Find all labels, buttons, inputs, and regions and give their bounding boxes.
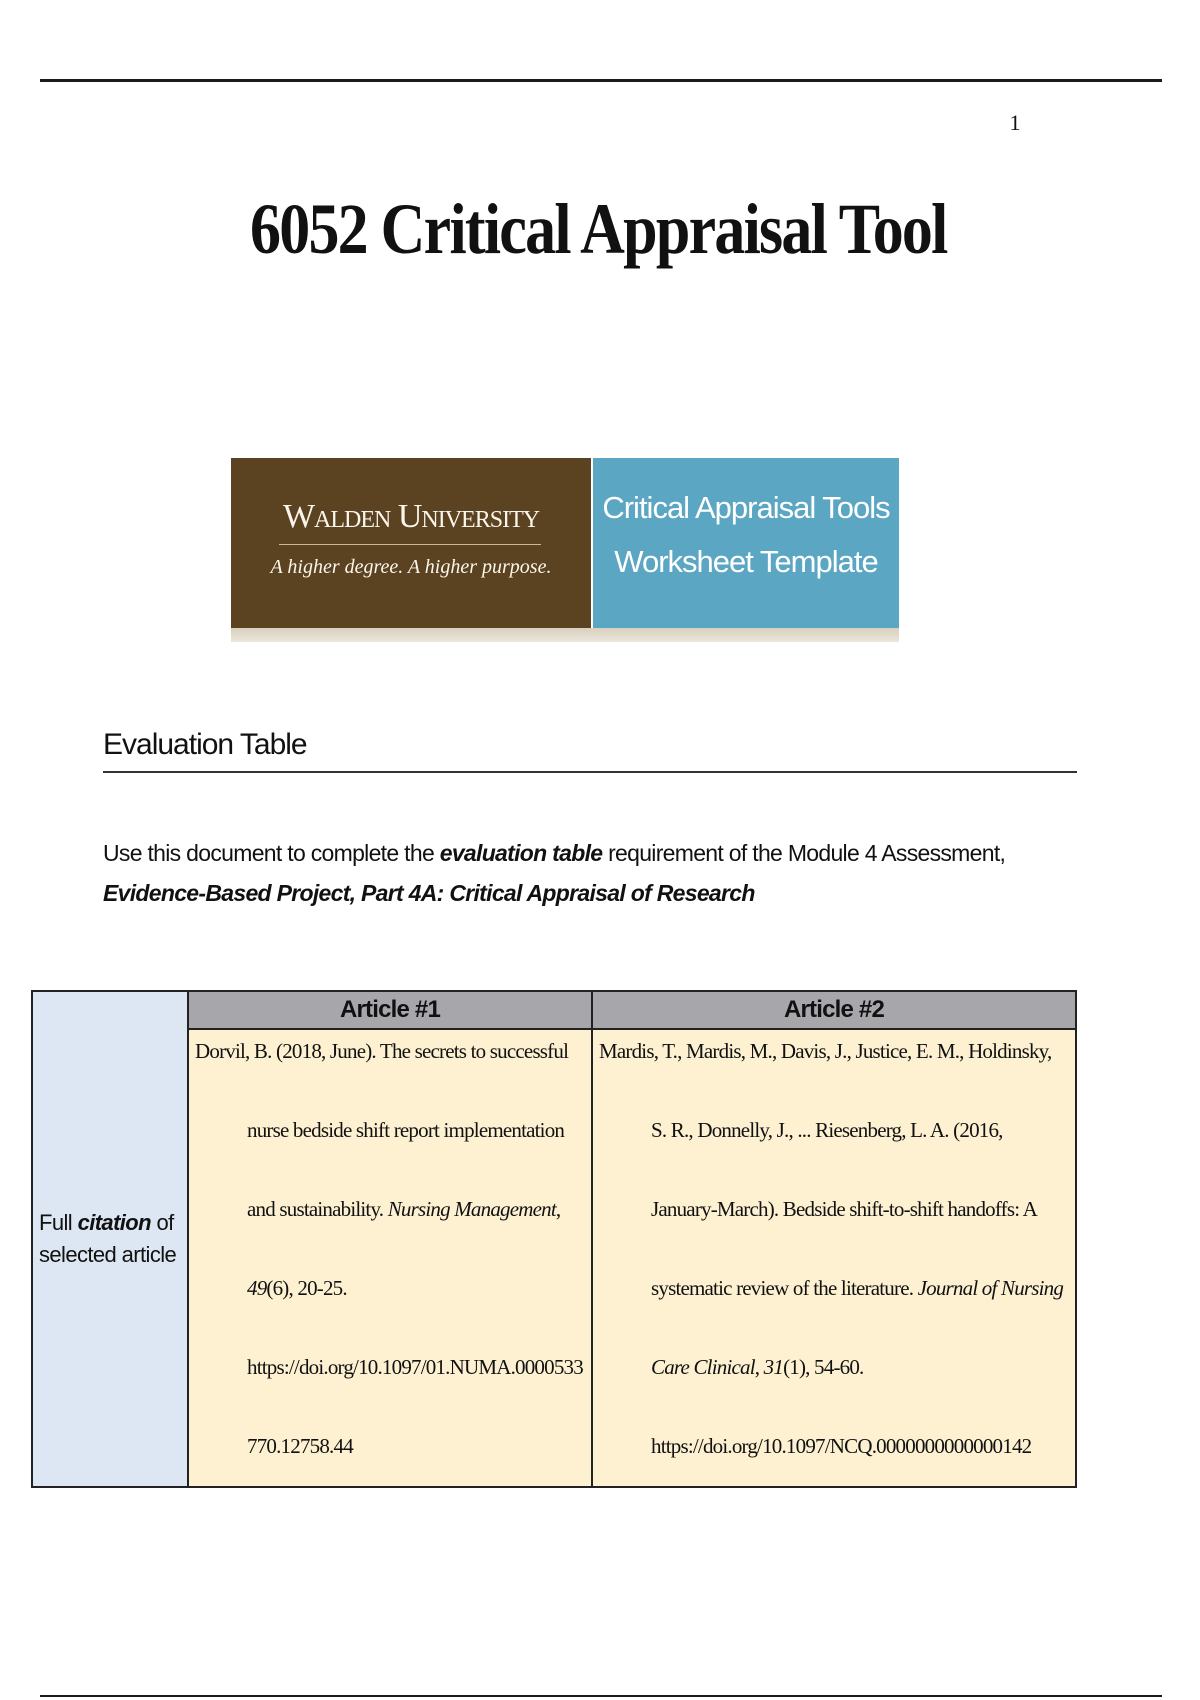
intro-paragraph <box>103 833 1093 913</box>
row-label <box>33 1207 187 1271</box>
walden-banner <box>231 458 899 642</box>
article-1-citation-cell <box>188 1029 592 1487</box>
banner-title-line1: Critical Appraisal Tools <box>602 490 890 525</box>
article-2-citation <box>593 1012 1075 1486</box>
row-label-suffix: of selected article <box>39 1210 177 1267</box>
row-label-prefix: Full <box>39 1210 78 1235</box>
citation-row <box>32 1029 1076 1487</box>
column-header-article-2: Article #2 <box>592 991 1076 1029</box>
row-label-emphasis: citation <box>77 1210 151 1235</box>
citation-separator: , <box>555 1197 561 1221</box>
banner-bottom-strip <box>231 628 899 642</box>
banner-title-line2: Worksheet Template <box>614 544 878 579</box>
walden-logo-wordmark: Walden University <box>282 498 540 535</box>
header-rule <box>40 79 1162 82</box>
intro-text: Use this document to complete the <box>103 840 440 866</box>
citation-text: (1), 54-60. https://doi.org/10.1097/NCQ.0000000000000142 <box>651 1355 1032 1458</box>
walden-logo-tagline: A higher degree. A higher purpose. <box>270 556 552 578</box>
banner-title-panel <box>593 458 899 628</box>
walden-logo-panel <box>231 458 591 628</box>
journal-name: Journal of Nursing Care Clinical <box>651 1276 1064 1379</box>
citation-text: (6), 20-25. https://doi.org/10.1097/01.NUMA.0000533770.12758.44 <box>247 1276 583 1458</box>
intro-text: requirement of the Module 4 Assessment, <box>602 840 1006 866</box>
page-number: 1 <box>1009 110 1021 135</box>
section-rule <box>103 771 1077 773</box>
column-header-article-1: Article #1 <box>188 991 592 1029</box>
section-heading: Evaluation Table <box>103 728 307 761</box>
logo-divider <box>279 544 541 545</box>
citation-text: Mardis, T., Mardis, M., Davis, J., Justice, E. M., Holdinsky, S. R., Donnelly, J., ... Riesenberg, L. A. (2016, January-March). Bedside shift-to-shift handoffs: A systematic review of the literature. <box>599 1039 1052 1300</box>
citation-text: Dorvil, B. (2018, June). The secrets to successful nurse bedside shift report implementation and sustainability. <box>195 1039 569 1221</box>
journal-volume: 49 <box>247 1276 267 1300</box>
intro-emphasis-evaluation-table: evaluation table <box>439 840 603 866</box>
footer-rule <box>40 1695 1162 1697</box>
citation-separator: , <box>754 1355 764 1379</box>
evaluation-table <box>31 990 1077 1488</box>
article-2-citation-cell <box>592 1029 1076 1487</box>
journal-volume: 31 <box>763 1355 784 1379</box>
article-1-citation <box>189 1012 591 1486</box>
document-title: 6052 Critical Appraisal Tool <box>249 189 947 269</box>
journal-name: Nursing Management <box>387 1197 556 1221</box>
intro-emphasis-assessment-title: Evidence-Based Project, Part 4A: Critical Appraisal of Research <box>103 880 755 906</box>
row-label-cell <box>32 991 188 1487</box>
